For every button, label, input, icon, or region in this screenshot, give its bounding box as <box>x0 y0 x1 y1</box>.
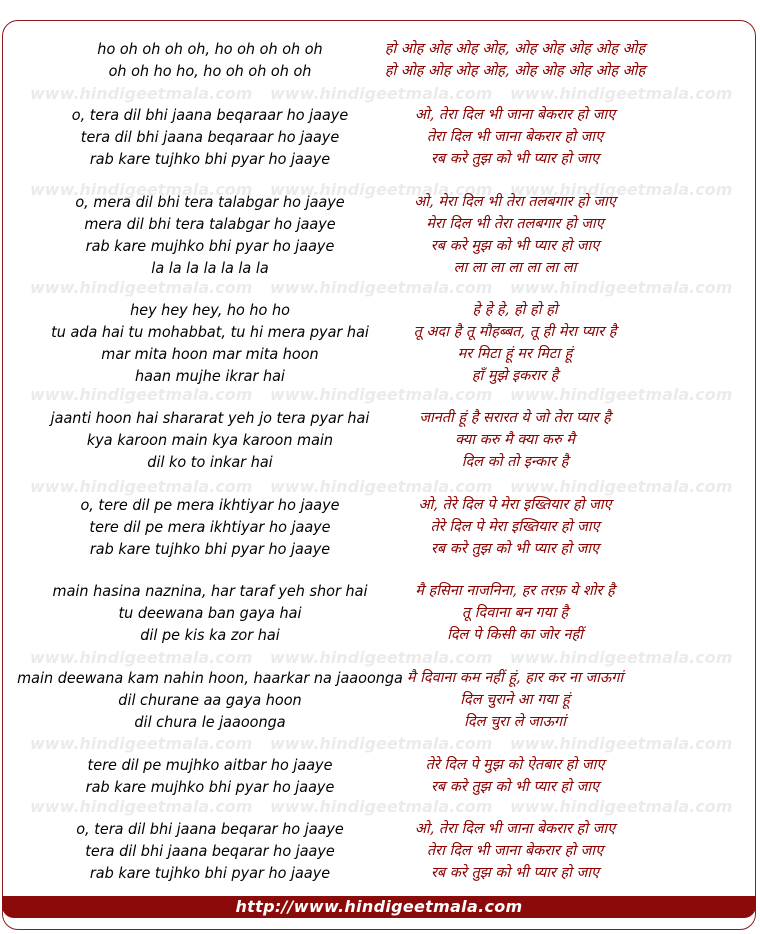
lyric-line-english: haan mujhe ikrar hai <box>135 367 285 385</box>
watermark-row <box>0 734 760 754</box>
lyric-line-hindi: हो ओह ओह ओह ओह, ओह ओह ओह ओह ओह <box>384 41 646 57</box>
lyric-line-hindi: ओ, तेरा दिल भी जाना बेकरार हो जाए <box>414 107 616 123</box>
lyric-line-hindi: ओ, तेरा दिल भी जाना बेकरार हो जाए <box>414 821 616 837</box>
lyric-line-english: rab kare mujhko bhi pyar ho jaaye <box>85 778 335 796</box>
footer-link[interactable]: http://www.hindigeetmala.com <box>2 896 756 918</box>
watermark-text: www.hindigeetmala.com <box>30 278 253 297</box>
lyric-line-english: tere dil pe mera ikhtiyar ho jaaye <box>89 518 331 536</box>
watermark-text: www.hindigeetmala.com <box>510 278 733 297</box>
watermark-text: www.hindigeetmala.com <box>30 797 253 816</box>
lyric-line-english: dil chura le jaaoonga <box>134 713 286 731</box>
lyric-line-hindi: तेरा दिल भी जाना बेकरार हो जाए <box>426 843 604 859</box>
watermark-text: www.hindigeetmala.com <box>510 180 733 199</box>
lyric-line-hindi: रब करे मुझ को भी प्यार हो जाए <box>430 238 600 254</box>
lyric-line-hindi: दिल को तो इन्कार है <box>461 454 569 470</box>
lyric-line-english: kya karoon main kya karoon main <box>86 431 334 449</box>
lyric-line-hindi: ला ला ला ला ला ला ला <box>453 260 577 276</box>
watermark-row <box>0 797 760 817</box>
lyric-line-hindi: रब करे तुझ को भी प्यार हो जाए <box>430 865 600 881</box>
watermark-row <box>0 84 760 104</box>
watermark-text: www.hindigeetmala.com <box>30 385 253 404</box>
lyric-line-english: hey hey hey, ho ho ho <box>130 301 290 319</box>
lyric-line-english: dil ko to inkar hai <box>147 453 273 471</box>
lyric-line-hindi: दिल चुरा ले जाऊगां <box>464 714 566 730</box>
lyric-line-english: oh oh ho ho, ho oh oh oh oh <box>108 62 312 80</box>
watermark-text: www.hindigeetmala.com <box>510 477 733 496</box>
watermark-text: www.hindigeetmala.com <box>510 648 733 667</box>
watermark-text: www.hindigeetmala.com <box>510 734 733 753</box>
watermark-text: www.hindigeetmala.com <box>270 734 493 753</box>
watermark-text: www.hindigeetmala.com <box>270 477 493 496</box>
lyric-line-hindi: तेरा दिल भी जाना बेकरार हो जाए <box>426 129 604 145</box>
lyric-line-english: rab kare tujhko bhi pyar ho jaaye <box>89 540 331 558</box>
lyric-line-english: tera dil bhi jaana beqaraar ho jaaye <box>80 128 340 146</box>
watermark-row <box>0 385 760 405</box>
lyric-line-hindi: मै हसिना नाजनिना, हर तरफ़ ये शोर है <box>415 583 615 599</box>
lyric-line-english: rab kare tujhko bhi pyar ho jaaye <box>89 864 331 882</box>
lyric-line-hindi: तू अदा है तू मौहब्बत, तू ही मेरा प्यार है <box>413 324 617 340</box>
lyric-line-english: tera dil bhi jaana beqarar ho jaaye <box>85 842 335 860</box>
lyric-line-english: main hasina naznina, har taraf yeh shor hai <box>52 582 368 600</box>
lyric-line-hindi: मेरा दिल भी तेरा तलबगार हो जाए <box>426 216 604 232</box>
lyric-line-english: o, mera dil bhi tera talabgar ho jaaye <box>75 193 345 211</box>
lyric-line-english: tu deewana ban gaya hai <box>118 604 302 622</box>
watermark-text: www.hindigeetmala.com <box>30 648 253 667</box>
lyric-line-hindi: हाँ मुझे इकरार है <box>471 368 559 384</box>
watermark-text: www.hindigeetmala.com <box>270 180 493 199</box>
lyric-line-english: tere dil pe mujhko aitbar ho jaaye <box>87 756 333 774</box>
lyric-line-english: mera dil bhi tera talabgar ho jaaye <box>84 215 336 233</box>
watermark-text: www.hindigeetmala.com <box>30 734 253 753</box>
lyric-line-hindi: रब करे तुझ को भी प्यार हो जाए <box>430 779 600 795</box>
lyric-line-hindi: रब करे तुझ को भी प्यार हो जाए <box>430 151 600 167</box>
lyric-line-english: dil pe kis ka zor hai <box>140 626 280 644</box>
watermark-text: www.hindigeetmala.com <box>30 180 253 199</box>
lyric-line-english: rab kare mujhko bhi pyar ho jaaye <box>85 237 335 255</box>
lyric-line-hindi: तेरे दिल पे मुझ को ऐतबार हो जाए <box>425 757 605 773</box>
lyric-line-hindi: हो ओह ओह ओह ओह, ओह ओह ओह ओह ओह <box>384 63 646 79</box>
watermark-text: www.hindigeetmala.com <box>270 385 493 404</box>
lyric-line-hindi: दिल चुराने आ गया हूं <box>460 692 570 708</box>
lyric-line-hindi: दिल पे किसी का जोर नहीं <box>447 627 583 643</box>
lyric-line-english: tu ada hai tu mohabbat, tu hi mera pyar hai <box>51 323 369 341</box>
lyric-line-english: mar mita hoon mar mita hoon <box>101 345 319 363</box>
lyric-line-english: o, tera dil bhi jaana beqarar ho jaaye <box>76 820 344 838</box>
watermark-text: www.hindigeetmala.com <box>510 84 733 103</box>
lyric-line-english: rab kare tujhko bhi pyar ho jaaye <box>89 150 331 168</box>
lyric-line-hindi: हे हे हे, हो हो हो <box>472 302 558 318</box>
watermark-text: www.hindigeetmala.com <box>270 797 493 816</box>
lyric-line-hindi: क्या करु मै क्या करु मै <box>455 432 575 448</box>
lyric-line-hindi: ओ, मेरा दिल भी तेरा तलबगार हो जाए <box>414 194 616 210</box>
lyric-line-english: jaanti hoon hai shararat yeh jo tera pyar hai <box>50 409 370 427</box>
lyric-line-hindi: तेरे दिल पे मेरा इख्तियार हो जाए <box>430 519 600 535</box>
lyric-line-english: ho oh oh oh oh, ho oh oh oh oh <box>97 40 323 58</box>
watermark-text: www.hindigeetmala.com <box>270 84 493 103</box>
lyric-line-english: la la la la la la la <box>151 259 269 277</box>
lyric-line-hindi: मै दिवाना कम नहीं हूं, हार कर ना जाऊगां <box>406 670 624 686</box>
watermark-text: www.hindigeetmala.com <box>30 84 253 103</box>
lyric-line-hindi: रब करे तुझ को भी प्यार हो जाए <box>430 541 600 557</box>
watermark-text: www.hindigeetmala.com <box>510 797 733 816</box>
watermark-text: www.hindigeetmala.com <box>510 385 733 404</box>
watermark-text: www.hindigeetmala.com <box>30 477 253 496</box>
lyric-line-english: dil churane aa gaya hoon <box>118 691 302 709</box>
lyric-line-english: o, tere dil pe mera ikhtiyar ho jaaye <box>80 496 340 514</box>
lyric-line-hindi: मर मिटा हूं मर मिटा हूं <box>457 346 573 362</box>
lyric-line-hindi: ओ, तेरे दिल पे मेरा इख्तियार हो जाए <box>418 497 612 513</box>
lyric-line-hindi: जानती हूं है सरारत ये जो तेरा प्यार है <box>419 410 611 426</box>
lyric-line-english: o, tera dil bhi jaana beqaraar ho jaaye <box>71 106 349 124</box>
watermark-text: www.hindigeetmala.com <box>270 648 493 667</box>
watermark-row <box>0 278 760 298</box>
lyric-line-english: main deewana kam nahin hoon, haarkar na jaaoonga <box>17 669 403 687</box>
lyric-line-hindi: तू दिवाना बन गया है <box>461 605 569 621</box>
watermark-text: www.hindigeetmala.com <box>270 278 493 297</box>
watermark-row <box>0 648 760 668</box>
